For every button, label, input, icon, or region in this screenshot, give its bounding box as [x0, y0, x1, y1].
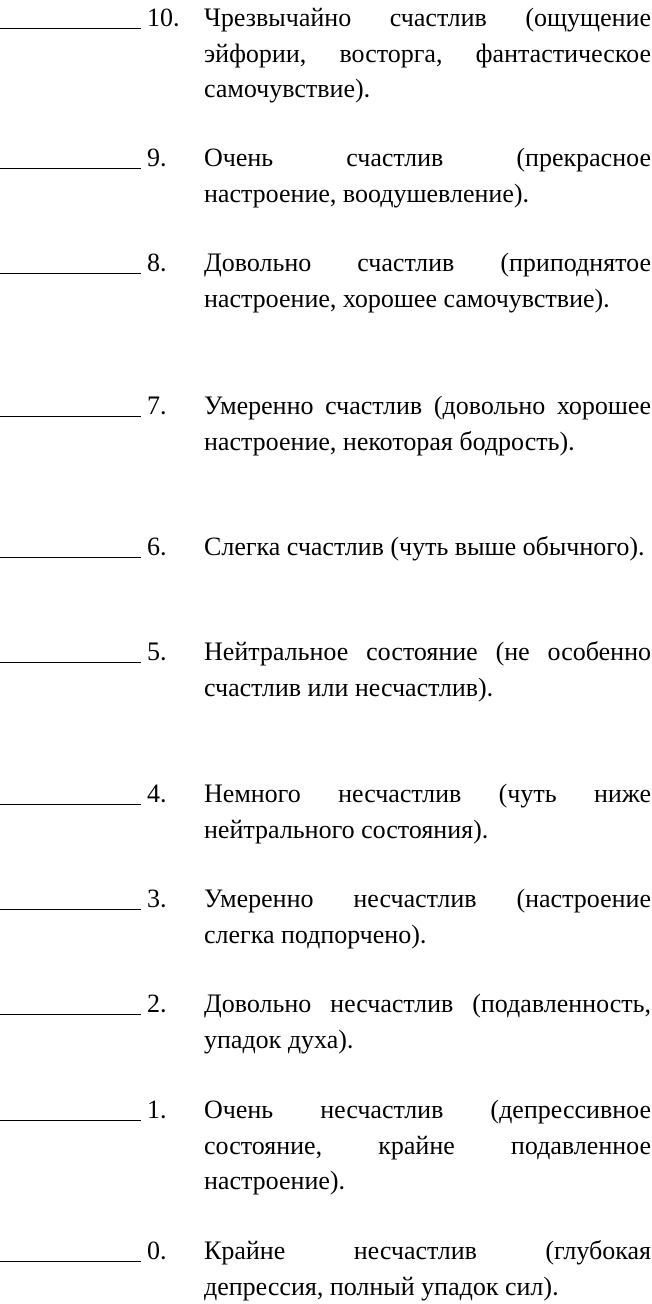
- item-number: 7.: [147, 391, 167, 420]
- item-number: 3.: [147, 884, 167, 913]
- answer-blank-line[interactable]: [0, 662, 141, 663]
- answer-blank-line[interactable]: [0, 1120, 141, 1121]
- answer-blank-line[interactable]: [0, 168, 141, 169]
- item-description: Немного несчастлив (чуть ниже нейтрального состояния).: [204, 779, 651, 844]
- answer-blank-line[interactable]: [0, 1014, 141, 1015]
- answer-blank-line[interactable]: [0, 557, 141, 558]
- item-description: Довольно счастлив (приподнятое настроение, хорошее самочувствие).: [204, 248, 651, 313]
- item-number: 9.: [147, 143, 167, 172]
- answer-blank-line[interactable]: [0, 1261, 141, 1262]
- item-description: Очень несчастлив (депрессивное состояние, крайне подавленное настроение).: [204, 1095, 651, 1195]
- item-description: Довольно несчастлив (подавленность, упадок духа).: [204, 989, 651, 1054]
- item-description: Чрезвычайно счастлив (ощущение эйфории, восторга, фантастическое самочувствие).: [204, 3, 651, 103]
- answer-blank-line[interactable]: [0, 273, 141, 274]
- item-description: Умеренно несчастлив (настроение слегка подпорчено).: [204, 884, 651, 949]
- answer-blank-line[interactable]: [0, 804, 141, 805]
- item-number: 6.: [147, 532, 167, 561]
- item-number: 8.: [147, 248, 167, 277]
- answer-blank-line[interactable]: [0, 909, 141, 910]
- item-description: Умеренно счастлив (довольно хорошее настроение, некоторая бодрость).: [204, 391, 651, 456]
- answer-blank-line[interactable]: [0, 416, 141, 417]
- item-number: 0.: [147, 1236, 167, 1265]
- item-description: Крайне несчастлив (глубокая депрессия, полный упадок сил).: [204, 1236, 651, 1301]
- item-description: Очень счастлив (прекрасное настроение, воодушевление).: [204, 143, 651, 208]
- item-description: Нейтральное состояние (не особенно счастлив или несчастлив).: [204, 637, 651, 702]
- item-number: 1.: [147, 1095, 167, 1124]
- item-number: 10.: [147, 3, 180, 32]
- item-number: 5.: [147, 637, 167, 666]
- answer-blank-line[interactable]: [0, 28, 141, 29]
- item-number: 4.: [147, 779, 167, 808]
- item-number: 2.: [147, 989, 167, 1018]
- item-description: Слегка счастлив (чуть выше обычного).: [204, 532, 645, 561]
